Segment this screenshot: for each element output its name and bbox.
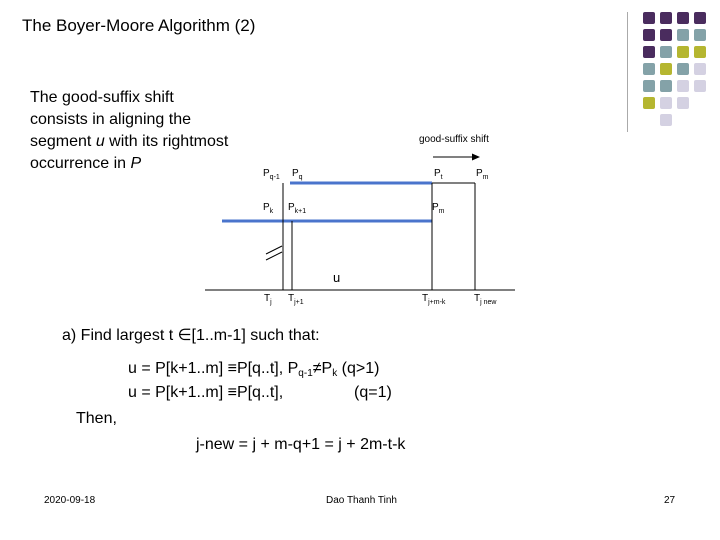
break-marks [266,246,282,260]
label-p-t: $P_t$ [434,168,443,181]
label-p-k1: $P_{k+1}$ [288,202,307,215]
label-t-j1: $T_{j+1}$ [288,293,304,306]
content-line-4: Then, [76,410,117,427]
shift-label: good-suffix shift [419,134,489,145]
footer-date: 2020-09-18 [44,495,96,506]
footer-author: Dao Thanh Tinh [326,495,397,506]
content-line-3: u = P[k+1..m] ≡P[q..t], [128,384,284,401]
label-t-jnew: $T_{j new}$ [474,293,497,306]
intro-line-2: consists in aligning the [30,111,191,128]
label-t-j: $T_j$ [264,293,272,306]
shift-arrow [433,154,480,161]
label-p-m-upper: $P_m$ [476,168,489,181]
intro-line-4: occurrence in [30,155,131,172]
slide-title: The Boyer-Moore Algorithm (2) [22,16,256,35]
content-line-5: j-new = j + m-q+1 = j + 2m-t-k [196,436,406,453]
content-line-3-cond: (q=1) [354,384,392,401]
label-p-m-lower: $P_m$ [432,202,445,215]
label-p-q-1: $P_{q-1}$ [263,168,280,181]
label-p-k: $P_k$ [263,202,274,215]
intro-line-1: The good-suffix shift [30,89,174,106]
intro-var-p: P [130,155,142,172]
content-line-2: u = P[k+1..m] ≡P[q..t], Pq-1≠Pk (q>1) [128,360,380,379]
label-u: u [333,270,341,285]
content-line-1: a) Find largest t ∈[1..m-1] such that: [62,327,320,344]
label-t-jmk: $T_{j+m-k}$ [422,293,446,306]
intro-line-3a: segment [30,133,96,150]
intro-line-3b: with its rightmost [104,133,229,150]
footer-page-number: 27 [664,495,676,506]
intro-var-u: u [95,133,105,150]
label-p-q: $P_q$ [292,168,303,181]
